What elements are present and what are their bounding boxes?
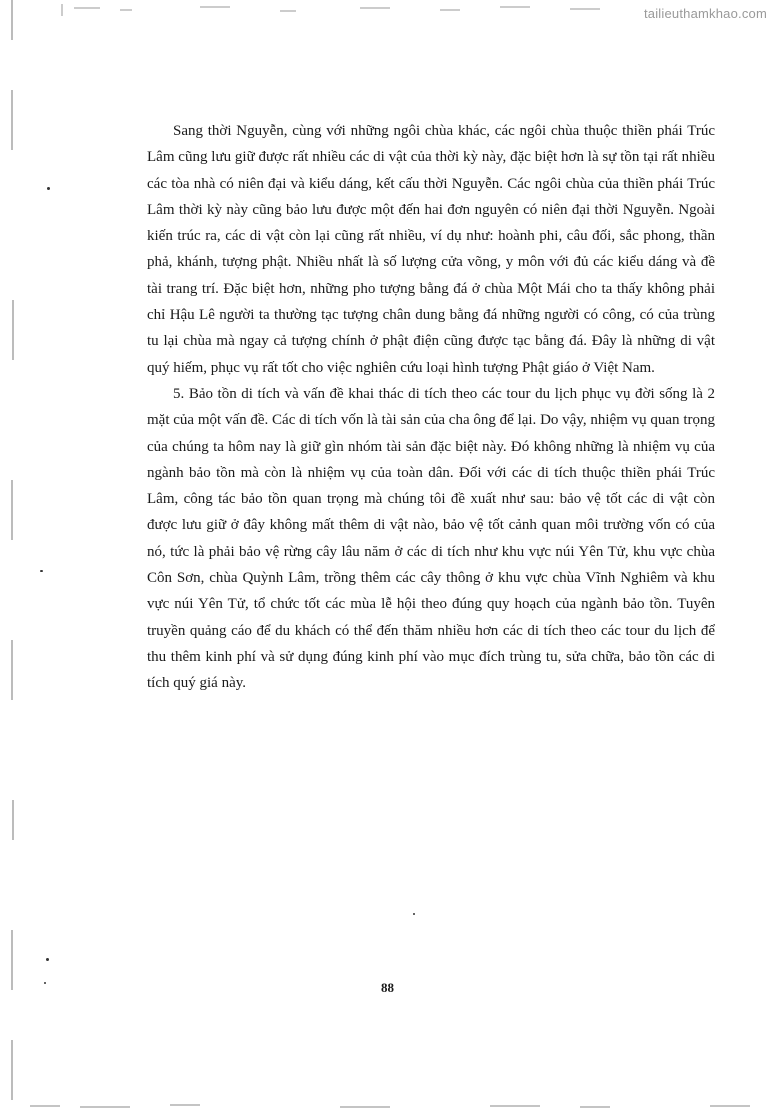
page-number: 88: [381, 980, 394, 995]
scan-noise-left: [8, 0, 22, 1116]
paragraph: 5. Bảo tồn di tích và vấn đề khai thác di tích theo các tour du lịch phục vụ đời sống là 2 mặt của một vấn đề. Các di tích vốn là tài sản của cha ông để lại. Do vậy, nhiệm vụ quan trọng của chúng ta hôm nay là giữ gìn nhóm tài sản đặc biệt này. Đó không những là nhiệm vụ của ngành bảo tồn mà còn là nhiệm vụ của toàn dân. Đối với các di tích thuộc thiền phái Trúc Lâm, công tác bảo tồn quan trọng mà chúng tôi đề xuất như sau: bảo vệ tốt các di vật còn được lưu giữ ở đây không mất thêm di vật nào, bảo vệ tốt cảnh quan môi trường vốn có của nó, tức là phải bảo vệ rừng cây lâu năm ở các di tích như khu vực núi Yên Tử, khu vực chùa Côn Sơn, chùa Quỳnh Lâm, trồng thêm các cây thông ở khu vực chùa Vĩnh Nghiêm và khu vực núi Yên Tử, tổ chức tốt các mùa lễ hội theo đúng quy hoạch của ngành bảo tồn. Tuyên truyền quảng cáo để du khách có thể đến thăm nhiều hơn các di tích theo các tour du lịch để thu thêm kinh phí và sử dụng đúng kinh phí vào mục đích trùng tu, sửa chữa, bảo tồn các di tích quý giá này.: [147, 385, 715, 692]
scan-noise-top: [60, 2, 620, 16]
scan-speck: [413, 913, 415, 915]
watermark: tailieuthamkhao.com: [643, 6, 767, 21]
scan-speck: [47, 187, 50, 190]
body-text: [147, 118, 715, 697]
scan-speck: [46, 958, 49, 961]
scan-noise-bottom: [20, 1100, 760, 1112]
paragraph: Sang thời Nguyễn, cùng với những ngôi chùa khác, các ngôi chùa thuộc thiền phái Trúc Lâm cũng lưu giữ được rất nhiều các di vật của thời kỳ này, đặc biệt hơn là sự tồn tại rất nhiều các tòa nhà có niên đại và kiểu dáng, kết cấu thời Nguyễn. Các ngôi chùa của thiền phái Trúc Lâm thời kỳ này cũng bảo lưu được một đến hai đơn nguyên có niên đại thời Nguyễn. Ngoài kiến trúc ra, các di vật còn lại cũng rất nhiều, ví dụ như: hoành phi, câu đối, sắc phong, thần phả, khánh, tượng phật. Nhiều nhất là số lượng cửa võng, y môn với đủ các kiểu dáng và đề tài trang trí. Đặc biệt hơn, những pho tượng bằng đá ở chùa Một Mái cho ta thấy không phải chỉ Hậu Lê người ta thường tạc tượng chân dung bằng đá những người có công, có của trùng tu lại chùa mà ngay cả tượng chính ở phật điện cũng được tạc bằng đá. Đây là những di vật quý hiếm, phục vụ rất tốt cho việc nghiên cứu loại hình tượng Phật giáo ở Việt Nam.: [147, 123, 715, 376]
scan-speck: [40, 570, 43, 572]
